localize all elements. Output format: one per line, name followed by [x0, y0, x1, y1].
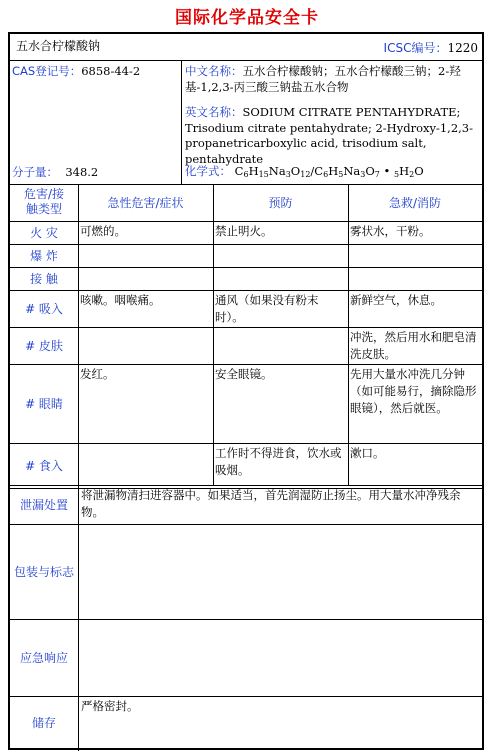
header-row: [10, 34, 482, 61]
en-name-label: 英文名称：: [185, 105, 243, 119]
formula-subscript: 6: [243, 170, 249, 179]
icsc-label: ICSC编号：: [383, 41, 448, 55]
first-aid-cell: 新鲜空气，休息。: [350, 293, 442, 307]
table-header-symptoms: 急性危害/症状: [107, 195, 184, 210]
cn-name-value: 五水合柠檬酸钠；五水合柠檬酸三钠；2-羟基-1,2,3-丙三酸三钠盐五水合物: [185, 64, 461, 94]
mw-value: 348.2: [65, 165, 99, 179]
prevention-cell: 禁止明火。: [215, 224, 273, 238]
prevention-cell: 工作时不得进食，饮水或吸烟。: [215, 446, 342, 477]
formula-subscript: 5: [338, 170, 344, 179]
section-label: 泄漏处置: [19, 497, 68, 512]
symptoms-cell: [78, 245, 213, 267]
formula-subscript: 12: [300, 170, 311, 179]
table-header-first-aid: 急救/消防: [388, 195, 442, 210]
formula-subscript: 15: [258, 170, 269, 179]
prevention-cell: 通风（如果没有粉末时）。: [215, 293, 319, 324]
hazard-type-label: 火 灾: [30, 225, 58, 240]
section-text: [79, 620, 482, 696]
card-title: 国际化学品安全卡: [175, 8, 319, 28]
first-aid-cell: 雾状水，干粉。: [350, 224, 431, 238]
formula-symbol: Na: [268, 164, 286, 178]
hazard-type-label: 爆 炸: [30, 248, 58, 263]
formula-subscript: 3: [360, 170, 366, 179]
cn-name-field: [185, 64, 477, 95]
section-text: [79, 525, 482, 619]
formula-subscript: 2: [409, 170, 415, 179]
prevention-cell: [213, 268, 348, 290]
table-header-type: 危害/接触类型: [23, 187, 65, 216]
hazard-type-label: # 食入: [25, 458, 63, 473]
hazard-table: [10, 185, 482, 485]
mw-label: 分子量：: [12, 165, 58, 179]
formula-symbol: H: [399, 164, 410, 178]
en-name-field: [185, 105, 477, 167]
safety-card: [8, 32, 484, 750]
identity-block: [10, 61, 482, 185]
cas-label: CAS登记号：: [12, 64, 82, 78]
section-label: 应急响应: [19, 650, 68, 665]
prevention-cell: [213, 245, 348, 267]
formula-subscript: 6: [323, 170, 329, 179]
icsc-value: 1220: [447, 41, 478, 55]
formula-symbol: O: [290, 164, 301, 178]
formula-subscript: 5: [393, 170, 400, 179]
hazard-type-label: # 眼睛: [25, 396, 63, 411]
chemical-formula: [235, 164, 424, 178]
section-text: 严格密封。: [81, 699, 139, 713]
formula-subscript: 7: [374, 170, 380, 179]
symptoms-cell: [78, 328, 213, 364]
first-aid-cell: [348, 245, 482, 267]
section-label: 包装与标志: [13, 564, 74, 579]
cas-value: 6858-44-2: [81, 64, 141, 78]
first-aid-cell: [348, 268, 482, 290]
en-name-value: SODIUM CITRATE PENTAHYDRATE; Trisodium citrate pentahydrate; 2-Hydroxy-1,2,3-propanetricarboxylic acid, trisodium salt, pentahydrate: [185, 105, 474, 166]
formula-symbol: /C: [310, 164, 324, 178]
formula-symbol: •: [379, 164, 394, 178]
formula-symbol: O: [365, 164, 375, 178]
symptoms-cell: 发红。: [80, 367, 115, 381]
formula-symbol: H: [248, 164, 259, 178]
formula-field: [185, 164, 424, 183]
prevention-cell: 安全眼镜。: [215, 367, 273, 381]
first-aid-cell: 先用大量水冲洗几分钟（如可能易行，摘除隐形眼镜），然后就医。: [350, 367, 477, 415]
cn-name-label: 中文名称：: [185, 64, 243, 78]
prevention-cell: [213, 328, 348, 364]
symptoms-cell: [78, 444, 213, 488]
section-label: 储存: [31, 716, 56, 730]
formula-symbol: H: [328, 164, 339, 178]
symptoms-cell: [78, 268, 213, 290]
cas-field: [12, 64, 140, 80]
formula-label: 化学式：: [185, 164, 231, 178]
table-header-prevention: 预防: [268, 195, 293, 210]
first-aid-cell: 漱口。: [350, 446, 385, 460]
formula-symbol: O: [414, 164, 424, 178]
symptoms-cell: 可燃的。: [80, 224, 126, 238]
first-aid-cell: 冲洗，然后用水和肥皂清洗皮肤。: [350, 330, 477, 361]
section-text: 将泄漏物清扫进容器中。如果适当，首先润湿防止扬尘。用大量水冲净残余物。: [81, 488, 461, 519]
formula-symbol: Na: [343, 164, 361, 178]
formula-subscript: 3: [285, 170, 291, 179]
hazard-type-label: # 吸入: [25, 301, 63, 316]
icsc-number: [384, 39, 478, 56]
molecular-weight-field: [12, 165, 98, 181]
bottom-sections: [10, 485, 482, 750]
hazard-type-label: 接 触: [30, 271, 58, 286]
chemical-name: 五水合柠檬酸钠: [16, 39, 101, 53]
hazard-type-label: # 皮肤: [25, 338, 63, 353]
formula-symbol: C: [234, 164, 244, 178]
symptoms-cell: 咳嗽。咽喉痛。: [80, 293, 161, 307]
